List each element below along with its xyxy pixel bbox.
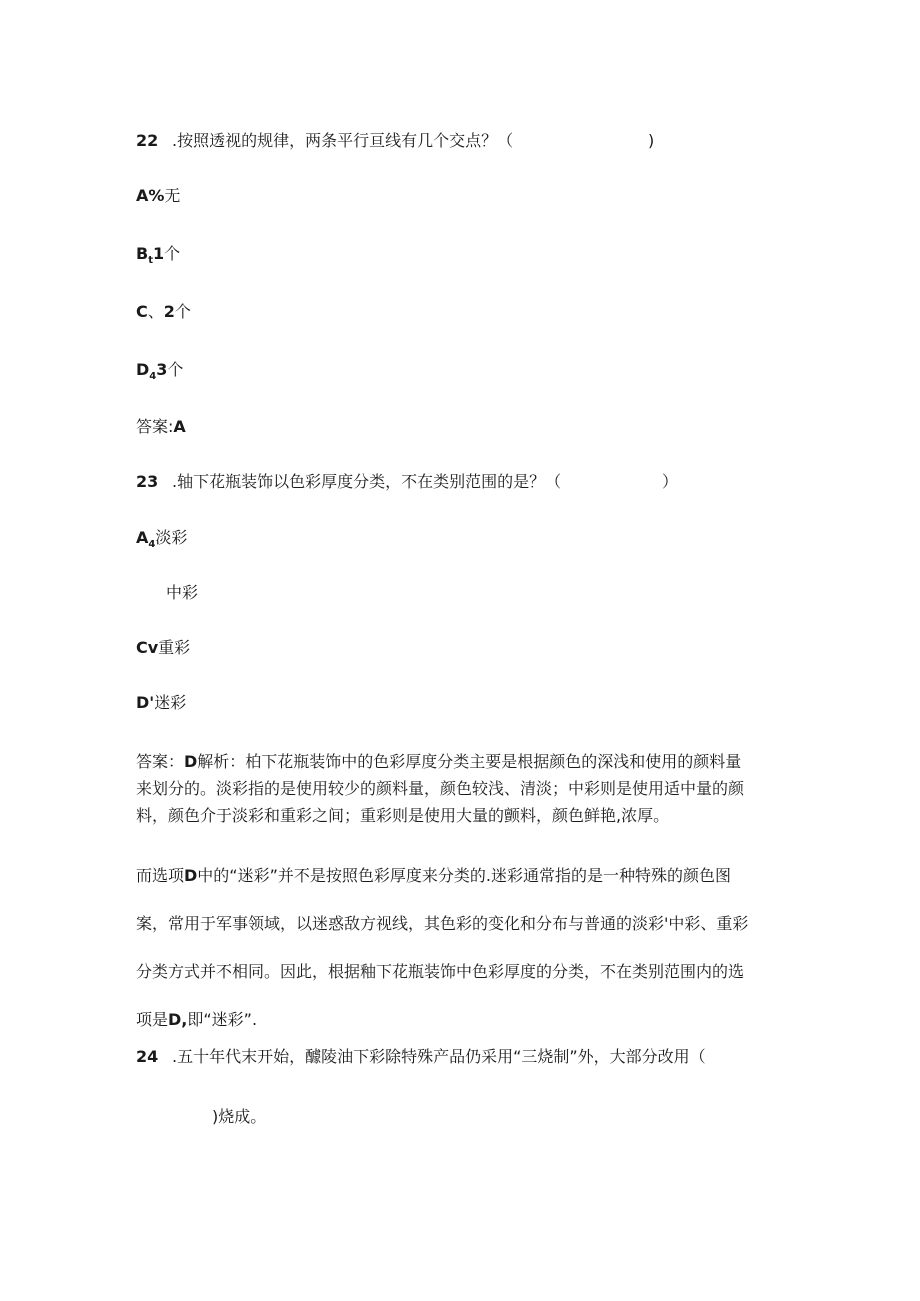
option-prefix-sub: 4	[148, 539, 156, 551]
answer-label: 答案:	[136, 417, 174, 436]
option-prefix-sub: 4	[149, 371, 157, 383]
option-prefix: A%	[136, 186, 165, 205]
option-value: 1	[152, 244, 165, 263]
question-24	[136, 1047, 706, 1067]
close-paren: )	[648, 131, 655, 150]
explanation-text: 解析：柏下花瓶装饰中的色彩厚度分类主要是根据颜色的深浅和使用的颜料量	[197, 752, 742, 771]
explanation-line: 来划分的。淡彩指的是使用较少的颜料量，颜色较浅、清淡；中彩则是使用适中量的颜	[136, 779, 745, 798]
option-c	[136, 638, 190, 658]
option-prefix: A	[136, 528, 149, 547]
question-text: .轴下花瓶装饰以色彩厚度分类，不在类别范围的是？（	[172, 472, 562, 491]
explanation-line: 案，常用于军事领域，以迷惑敌方视线，其色彩的变化和分布与普通的淡彩'中彩、重彩	[136, 914, 749, 933]
option-sep: 、	[147, 302, 164, 321]
option-d	[136, 360, 183, 387]
option-text: 迷彩	[154, 693, 187, 712]
text: 而选项	[136, 866, 185, 885]
question-text: .五十年代末开始，醵陵油下彩除特殊产品仍采用“三烧制”外，大部分改用（	[172, 1047, 706, 1066]
option-prefix: D'	[136, 693, 155, 712]
option-b	[166, 583, 198, 603]
option-prefix: D	[136, 360, 150, 379]
close-paren: ）	[662, 472, 679, 491]
explanation-paragraph-2	[136, 852, 786, 1044]
option-text: 淡彩	[155, 528, 188, 547]
explanation-line: 料，颜色介于淡彩和重彩之间；重彩则是使用大量的颤料，颜色鲜艳,浓厚。	[136, 806, 670, 825]
answer-value: D	[184, 752, 198, 771]
option-prefix: Cv	[136, 638, 159, 657]
option-text: 个	[167, 360, 184, 379]
explanation-line	[136, 852, 786, 900]
answer-label: 答案：	[136, 752, 185, 771]
explanation-line	[136, 996, 786, 1044]
text: 中的“迷彩”并不是按照色彩厚度来分类的.迷彩通常指的是一种特殊的颜色图	[197, 866, 731, 885]
option-a	[136, 186, 180, 206]
option-b	[136, 244, 180, 271]
question-number: 22	[136, 131, 159, 150]
question-number: 23	[136, 472, 159, 491]
question-text: .按照透视的规律，两条平行亘线有几个交点？（	[172, 131, 514, 150]
answer	[136, 417, 186, 437]
question-continuation: )烧成。	[212, 1107, 267, 1126]
option-prefix-sub: t	[148, 255, 153, 267]
text: 项是	[136, 1010, 169, 1029]
text-bold: D	[184, 866, 198, 885]
option-text: 无	[164, 186, 181, 205]
text: 即“迷彩”.	[187, 1010, 258, 1029]
question-number: 24	[136, 1047, 159, 1066]
question-23	[136, 472, 561, 492]
option-prefix: C	[136, 302, 148, 321]
text-bold: D,	[168, 1010, 188, 1029]
question-22	[136, 131, 513, 151]
option-d	[136, 693, 186, 713]
option-value: 2	[163, 302, 175, 321]
option-text: 个	[174, 302, 191, 321]
explanation-line	[136, 748, 786, 775]
option-value: 3	[156, 360, 168, 379]
option-a	[136, 528, 187, 555]
option-prefix: B	[136, 244, 149, 263]
explanation-line: 分类方式并不相同。因此，根据釉下花瓶装饰中色彩厚度的分类，不在类别范围内的选	[136, 962, 745, 981]
answer-explanation	[136, 748, 786, 829]
option-c	[136, 302, 191, 322]
option-text: 个	[164, 244, 181, 263]
answer-value: A	[173, 417, 186, 436]
option-text: 中彩	[166, 583, 199, 602]
option-text: 重彩	[158, 638, 191, 657]
